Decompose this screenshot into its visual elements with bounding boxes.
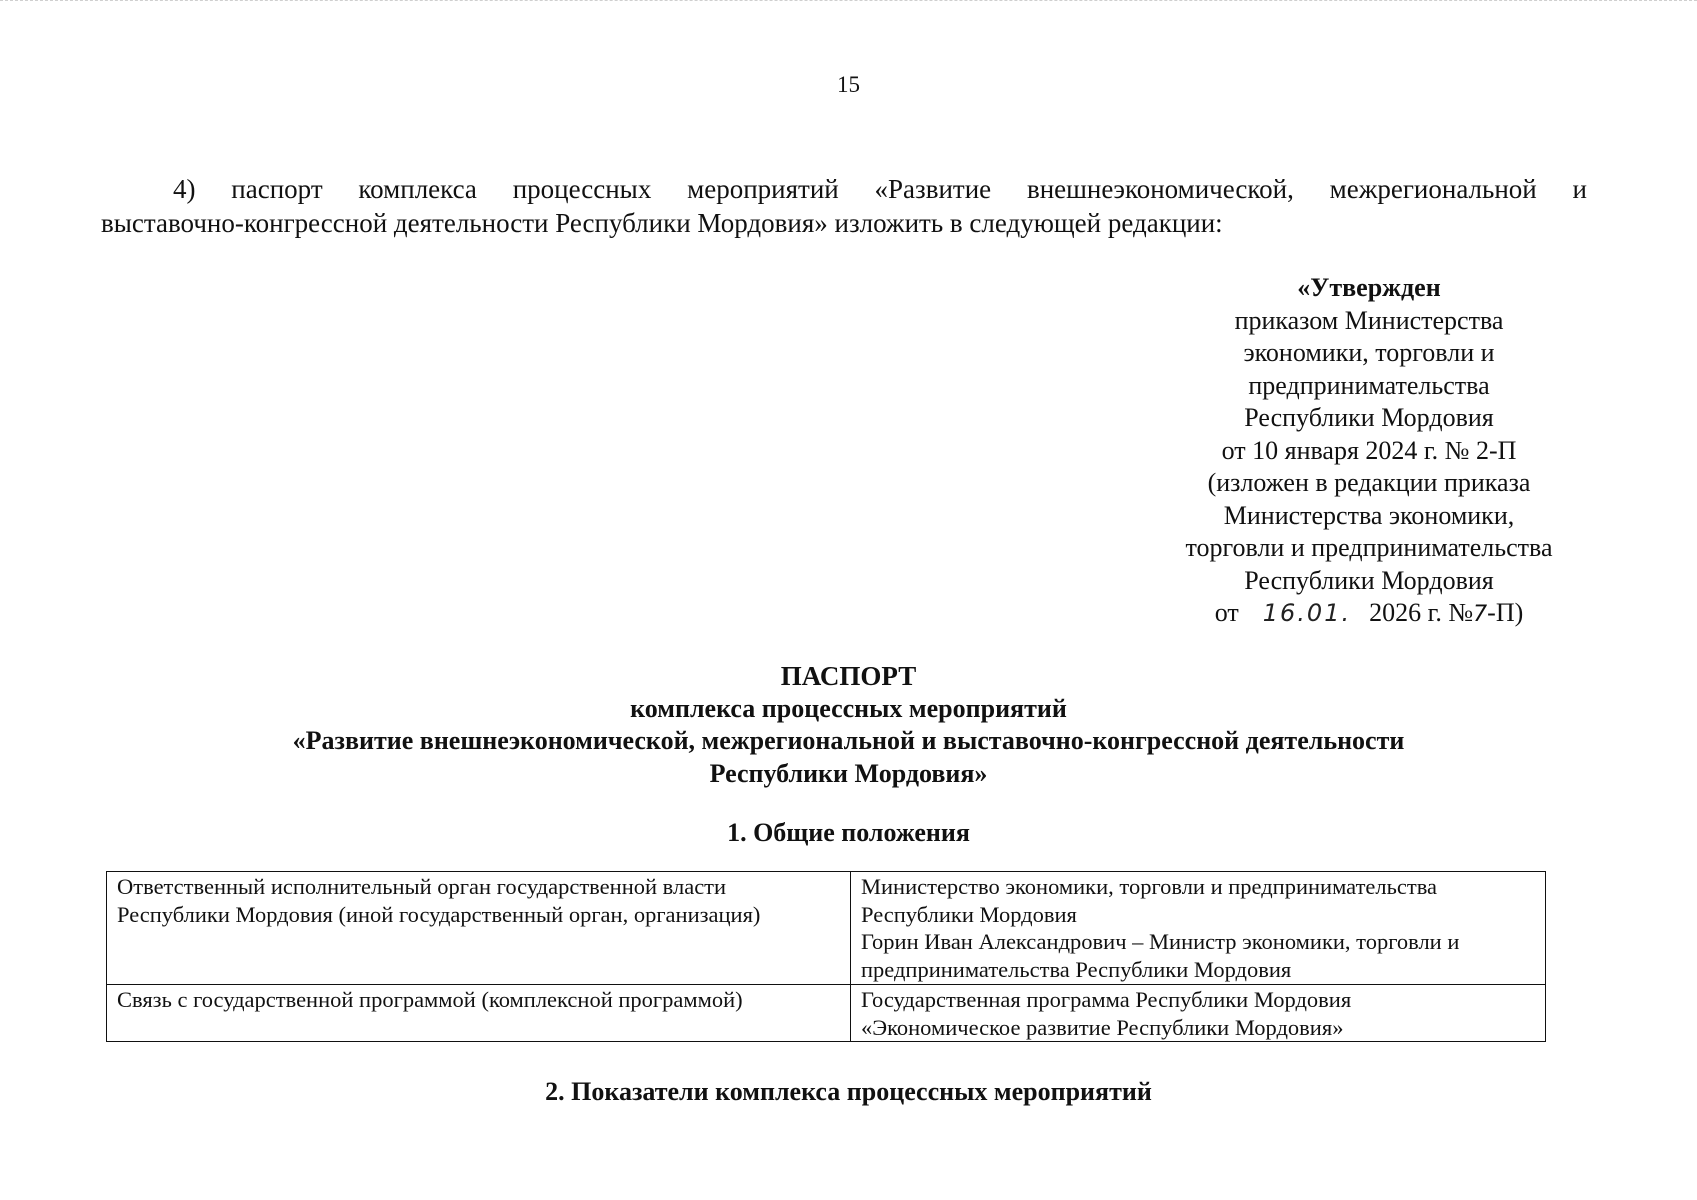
scan-top-edge <box>0 0 1697 3</box>
approval-year-label: 2026 г. № <box>1369 598 1474 627</box>
approval-stamp-block <box>1144 272 1594 632</box>
cell-text: Связь с государственной программой (комплексной программой) <box>117 987 743 1012</box>
approval-line: предпринимательства <box>1248 370 1490 400</box>
intro-paragraph <box>101 172 1587 240</box>
approval-line: приказом Министерства <box>1234 305 1504 335</box>
approval-line: от 10 января 2024 г. № 2-П <box>1221 435 1517 465</box>
intro-line-1: 4) паспорт комплекса процессных мероприятий «Развитие внешнеэкономической, межрегиональной и <box>173 174 1587 204</box>
approval-line: Министерства экономики, <box>1223 500 1515 530</box>
approval-line: торговли и предпринимательства <box>1185 533 1553 562</box>
approval-line: Республики Мордовия <box>1244 403 1494 432</box>
cell-text: Ответственный исполнительный орган государственной власти <box>117 874 727 899</box>
passport-title-block <box>0 660 1697 790</box>
table-cell-label <box>107 872 851 985</box>
handwritten-number: 7 <box>1473 602 1488 627</box>
passport-title: ПАСПОРТ <box>780 661 917 691</box>
approval-from-label: от <box>1214 598 1239 627</box>
intro-line-2: выставочно-конгрессной деятельности Республики Мордовия» изложить в следующей редакции: <box>101 208 1223 238</box>
passport-subtitle: комплекса процессных мероприятий <box>630 693 1067 723</box>
table-cell-value <box>851 872 1546 985</box>
approval-last-line <box>1144 597 1594 632</box>
cell-text: Министерство экономики, торговли и предпринимательства <box>861 874 1438 899</box>
approval-line: Республики Мордовия <box>1244 565 1494 595</box>
passport-name-line-2: Республики Мордовия» <box>709 758 988 788</box>
cell-text: Республики Мордовия (иной государственный орган, организация) <box>117 901 761 927</box>
section-1-heading: 1. Общие положения <box>727 818 970 847</box>
general-provisions-table <box>106 871 1546 1042</box>
cell-text: предпринимательства Республики Мордовия <box>861 956 1292 982</box>
cell-text: «Экономическое развитие Республики Мордовия» <box>861 1014 1344 1040</box>
passport-name-line-1: «Развитие внешнеэкономической, межрегиональной и выставочно-конгрессной деятельности <box>292 726 1405 755</box>
approval-line: «Утвержден <box>1297 273 1441 302</box>
table-cell-label <box>107 985 851 1042</box>
table-cell-value <box>851 985 1546 1042</box>
approval-suffix: -П) <box>1487 598 1524 627</box>
handwritten-date: 16.01. <box>1262 599 1352 627</box>
approval-line: экономики, торговли и <box>1243 338 1495 367</box>
section-2-heading: 2. Показатели комплекса процессных мероприятий <box>545 1077 1152 1106</box>
cell-text: Республики Мордовия <box>861 901 1077 927</box>
cell-text: Государственная программа Республики Мордовия <box>861 987 1352 1012</box>
page-number: 15 <box>837 72 860 97</box>
table-row <box>107 872 1546 985</box>
cell-text: Горин Иван Александрович – Министр экономики, торговли и <box>861 929 1460 954</box>
table-row <box>107 985 1546 1042</box>
approval-line: (изложен в редакции приказа <box>1207 468 1531 497</box>
